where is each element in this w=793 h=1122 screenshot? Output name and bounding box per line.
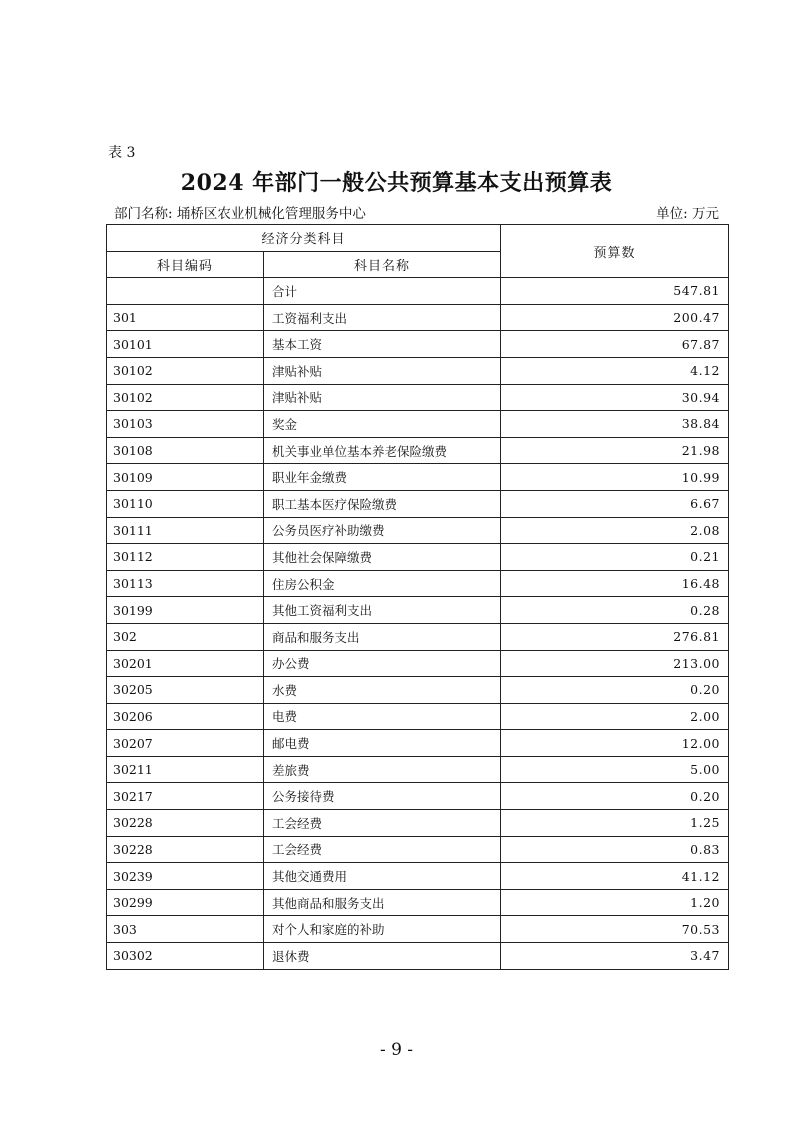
subject-name-cell: 对个人和家庭的补助 <box>264 916 501 943</box>
subject-code-cell: 30201 <box>107 650 264 677</box>
subject-name-cell: 工会经费 <box>264 836 501 863</box>
table-row <box>107 889 729 916</box>
subject-code-cell: 30205 <box>107 677 264 704</box>
subject-code-cell: 30302 <box>107 943 264 970</box>
subject-code-cell: 30207 <box>107 730 264 757</box>
table-row <box>107 464 729 491</box>
header-subject-code: 科目编码 <box>107 251 264 278</box>
table-row <box>107 783 729 810</box>
page-title: 2024 年部门一般公共预算基本支出预算表 <box>180 170 613 196</box>
subject-name-cell: 水费 <box>264 677 501 704</box>
budget-amount-cell: 5.00 <box>501 756 729 783</box>
table-row <box>107 304 729 331</box>
subject-code-cell: 30110 <box>107 490 264 517</box>
subject-name-cell: 其他社会保障缴费 <box>264 544 501 571</box>
subject-code-cell: 30228 <box>107 810 264 837</box>
budget-amount-cell: 276.81 <box>501 623 729 650</box>
subject-name-cell: 基本工资 <box>264 331 501 358</box>
subject-code-cell: 30299 <box>107 889 264 916</box>
budget-amount-cell: 30.94 <box>501 384 729 411</box>
subject-code-cell: 30211 <box>107 756 264 783</box>
subject-name-cell: 机关事业单位基本养老保险缴费 <box>264 437 501 464</box>
subject-name-cell: 公务员医疗补助缴费 <box>264 517 501 544</box>
subject-code-cell: 30102 <box>107 357 264 384</box>
table-row <box>107 623 729 650</box>
subject-code-cell: 30113 <box>107 570 264 597</box>
table-row <box>107 411 729 438</box>
header-economic-classification: 经济分类科目 <box>107 225 501 252</box>
budget-amount-cell: 1.20 <box>501 889 729 916</box>
table-row <box>107 517 729 544</box>
subject-name-cell: 电费 <box>264 703 501 730</box>
table-label: 表 3 <box>108 145 136 161</box>
subject-code-cell: 301 <box>107 304 264 331</box>
table-row <box>107 703 729 730</box>
budget-amount-cell: 1.25 <box>501 810 729 837</box>
subject-code-cell: 303 <box>107 916 264 943</box>
table-row <box>107 544 729 571</box>
table-row <box>107 331 729 358</box>
budget-amount-cell: 2.00 <box>501 703 729 730</box>
subject-code-cell: 302 <box>107 623 264 650</box>
budget-amount-cell: 0.20 <box>501 677 729 704</box>
table-row <box>107 677 729 704</box>
subject-name-cell: 其他商品和服务支出 <box>264 889 501 916</box>
table-row <box>107 730 729 757</box>
subject-code-cell: 30111 <box>107 517 264 544</box>
table-row <box>107 437 729 464</box>
header-row-group <box>107 225 729 252</box>
subject-name-cell: 合计 <box>264 278 501 305</box>
budget-amount-cell: 213.00 <box>501 650 729 677</box>
subject-code-cell: 30206 <box>107 703 264 730</box>
table-row <box>107 357 729 384</box>
budget-amount-cell: 6.67 <box>501 490 729 517</box>
table-row <box>107 756 729 783</box>
department-info <box>114 202 366 222</box>
page-number: - 9 - <box>379 1040 414 1060</box>
table-row <box>107 278 729 305</box>
subject-code-cell: 30109 <box>107 464 264 491</box>
budget-amount-cell: 10.99 <box>501 464 729 491</box>
subject-code-cell: 30103 <box>107 411 264 438</box>
budget-amount-cell: 4.12 <box>501 357 729 384</box>
subject-name-cell: 住房公积金 <box>264 570 501 597</box>
budget-amount-cell: 38.84 <box>501 411 729 438</box>
table-header <box>107 225 729 278</box>
budget-amount-cell: 0.20 <box>501 783 729 810</box>
unit-label: 单位: 万元 <box>656 206 719 222</box>
subject-code-cell: 30239 <box>107 863 264 890</box>
subject-code-cell: 30228 <box>107 836 264 863</box>
subject-name-cell: 其他交通费用 <box>264 863 501 890</box>
budget-amount-cell: 2.08 <box>501 517 729 544</box>
subject-name-cell: 商品和服务支出 <box>264 623 501 650</box>
subject-code-cell: 30102 <box>107 384 264 411</box>
budget-amount-cell: 0.28 <box>501 597 729 624</box>
header-budget-amount: 预算数 <box>501 225 729 278</box>
table-row <box>107 916 729 943</box>
subject-code-cell <box>107 278 264 305</box>
table-body <box>107 278 729 969</box>
subject-code-cell: 30108 <box>107 437 264 464</box>
header-subject-name: 科目名称 <box>264 251 501 278</box>
subject-name-cell: 职工基本医疗保险缴费 <box>264 490 501 517</box>
budget-amount-cell: 3.47 <box>501 943 729 970</box>
department-label: 部门名称: <box>114 206 173 222</box>
table-row <box>107 836 729 863</box>
subject-name-cell: 退休费 <box>264 943 501 970</box>
budget-amount-cell: 16.48 <box>501 570 729 597</box>
table-row <box>107 863 729 890</box>
budget-amount-cell: 0.83 <box>501 836 729 863</box>
subject-name-cell: 差旅费 <box>264 756 501 783</box>
table-row <box>107 570 729 597</box>
subject-name-cell: 工会经费 <box>264 810 501 837</box>
table-row <box>107 384 729 411</box>
budget-amount-cell: 12.00 <box>501 730 729 757</box>
budget-amount-cell: 67.87 <box>501 331 729 358</box>
budget-amount-cell: 70.53 <box>501 916 729 943</box>
budget-amount-cell: 0.21 <box>501 544 729 571</box>
budget-amount-cell: 200.47 <box>501 304 729 331</box>
subject-name-cell: 津贴补贴 <box>264 357 501 384</box>
table-row <box>107 490 729 517</box>
budget-amount-cell: 547.81 <box>501 278 729 305</box>
table-row <box>107 943 729 970</box>
table-row <box>107 810 729 837</box>
budget-amount-cell: 41.12 <box>501 863 729 890</box>
budget-amount-cell: 21.98 <box>501 437 729 464</box>
subject-code-cell: 30199 <box>107 597 264 624</box>
subject-name-cell: 邮电费 <box>264 730 501 757</box>
subject-name-cell: 公务接待费 <box>264 783 501 810</box>
subject-name-cell: 办公费 <box>264 650 501 677</box>
subject-name-cell: 津贴补贴 <box>264 384 501 411</box>
subject-code-cell: 30217 <box>107 783 264 810</box>
department-name: 埇桥区农业机械化管理服务中心 <box>176 206 366 222</box>
subject-name-cell: 奖金 <box>264 411 501 438</box>
subject-name-cell: 工资福利支出 <box>264 304 501 331</box>
subject-code-cell: 30112 <box>107 544 264 571</box>
table-row <box>107 650 729 677</box>
subject-name-cell: 其他工资福利支出 <box>264 597 501 624</box>
subject-code-cell: 30101 <box>107 331 264 358</box>
table-row <box>107 597 729 624</box>
budget-table <box>106 224 729 970</box>
subject-name-cell: 职业年金缴费 <box>264 464 501 491</box>
